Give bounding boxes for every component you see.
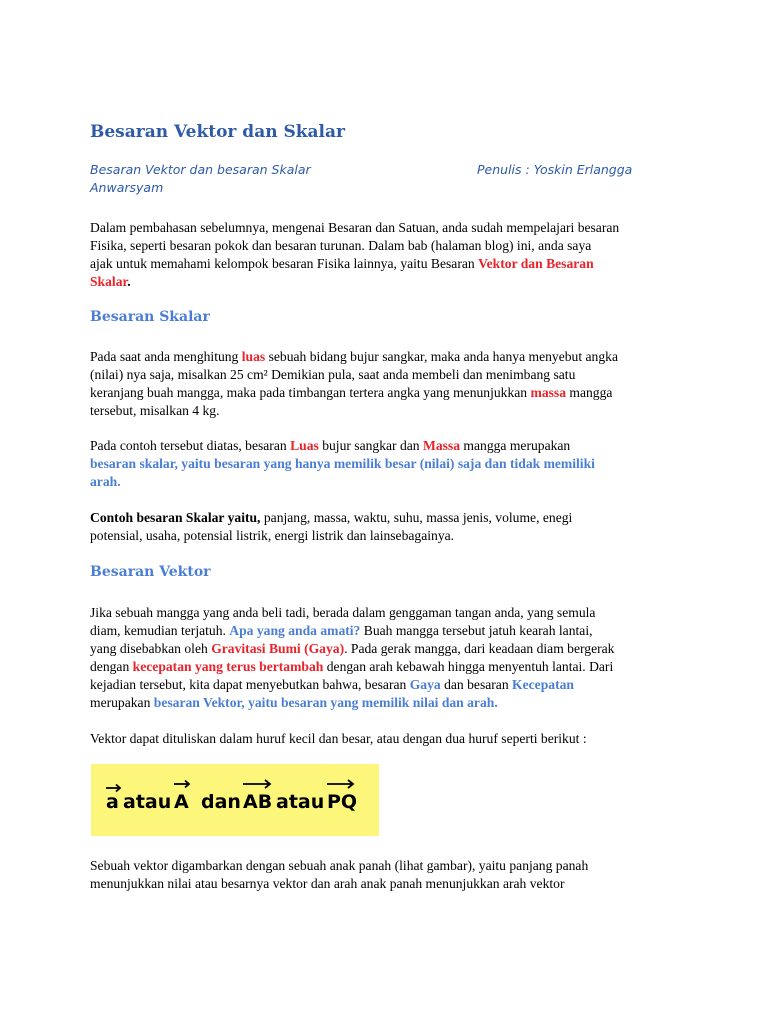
paragraph-line [90, 509, 678, 527]
paragraph-line: menunjukkan nilai atau besarnya vektor dan arah anak panah menunjukkan arah vektor [90, 876, 565, 891]
skalar-paragraph-2 [90, 437, 678, 491]
text: sebuah bidang bujur sangkar, maka anda hanya menyebut angka [265, 349, 618, 364]
word-dan: dan [201, 791, 241, 813]
paragraph-line: potensial, usaha, potensial listrik, energi listrik dan lainsebagainya. [90, 528, 455, 543]
text: dengan arah kebawah hingga menyentuh lantai. Dari [323, 659, 614, 674]
vector-arrows [106, 780, 353, 792]
vector-AB: AB [243, 791, 273, 813]
paragraph-line [90, 694, 678, 712]
paragraph-line [90, 348, 678, 366]
byline-subject: Besaran Vektor dan besaran Skalar [90, 162, 311, 177]
text: bujur sangkar dan [318, 438, 423, 453]
paragraph-line [90, 640, 678, 658]
emphasis-massa: Massa [423, 438, 461, 453]
vector-A: A [174, 791, 189, 813]
notation-intro: Vektor dapat dituliskan dalam huruf kecil dan besar, atau dengan dua huruf seperti berikut : [90, 731, 587, 746]
text: kejadian tersebut, kita dapat menyebutkan bahwa, besaran [90, 677, 410, 692]
heading-besaran-skalar: Besaran Skalar [90, 309, 210, 325]
paragraph-line: (nilai) nya saja, misalkan 25 cm² Demikian pula, saat anda membeli dan menimbang satu [90, 367, 576, 382]
emphasis-luas: luas [241, 349, 266, 364]
intro-period: . [127, 274, 131, 289]
emphasis-vektor-skalar: Vektor dan Besaran [478, 256, 594, 271]
skalar-examples-paragraph [90, 509, 678, 545]
word-atau: atau [276, 791, 325, 813]
text: mangga [566, 385, 613, 400]
vector-PQ: PQ [327, 791, 358, 813]
paragraph-line [90, 676, 678, 694]
emphasis-massa: massa [530, 385, 566, 400]
byline [90, 161, 680, 197]
text: panjang, massa, waktu, suhu, massa jenis, volume, enegi [260, 510, 573, 525]
text: Buah mangga tersebut jatuh kearah lantai, [360, 623, 593, 638]
intro-line [90, 255, 678, 273]
arrow-over-AB [243, 780, 270, 788]
intro-paragraph [90, 219, 678, 291]
byline-author-continued: Anwarsyam [90, 180, 164, 195]
heading-besaran-vektor: Besaran Vektor [90, 564, 211, 580]
emphasis-kecepatan-blue: Kecepatan [512, 677, 574, 692]
text: yang disebabkan oleh [90, 641, 212, 656]
paragraph-line [90, 384, 678, 402]
text: diam, kemudian terjatuh. [90, 623, 230, 638]
emphasis-kecepatan: kecepatan yang terus bertambah [132, 659, 324, 674]
closing-paragraph [90, 857, 678, 893]
text: dan besaran [440, 677, 513, 692]
vektor-paragraph-1 [90, 604, 678, 712]
definition-vektor: besaran Vektor, yaitu besaran yang memilik nilai dan arah. [153, 695, 498, 710]
paragraph-line [90, 437, 678, 455]
arrow-over-A [174, 781, 189, 788]
paragraph-line [90, 658, 678, 676]
document-title: Besaran Vektor dan Skalar [90, 122, 345, 142]
vector-notation-svg [91, 764, 379, 836]
emphasis-luas: Luas [290, 438, 319, 453]
intro-line: Dalam pembahasan sebelumnya, mengenai Besaran dan Satuan, anda sudah mempelajari besaran [90, 220, 620, 235]
paragraph-line: tersebut, misalkan 4 kg. [90, 403, 220, 418]
arrow-over-PQ [327, 780, 353, 788]
examples-label: Contoh besaran Skalar yaitu, [90, 510, 261, 525]
intro-line: Fisika, seperti besaran pokok dan besaran turunan. Dalam bab (halaman blog) ini, anda saya [90, 238, 592, 253]
vector-a: a [106, 791, 119, 813]
text: . Pada gerak mangga, dari keadaan diam bergerak [344, 641, 615, 656]
skalar-paragraph-1 [90, 348, 678, 420]
text: merupakan [90, 695, 154, 710]
definition-skalar: besaran skalar, yaitu besaran yang hanya memilik besar (nilai) saja dan tidak memiliki [90, 456, 595, 471]
emphasis-gravitasi: Gravitasi Bumi (Gaya) [211, 641, 345, 656]
intro-line [90, 273, 678, 291]
emphasis-gaya: Gaya [409, 677, 441, 692]
text: keranjang buah mangga, maka pada timbangan tertera angka yang menunjukkan [90, 385, 531, 400]
text: mangga merupakan [460, 438, 571, 453]
vector-notation-figure [91, 764, 379, 836]
text: Pada saat anda menghitung [90, 349, 242, 364]
paragraph-line [90, 622, 678, 640]
emphasis-skalar: Skalar [90, 274, 128, 289]
text: Pada contoh tersebut diatas, besaran [90, 438, 291, 453]
definition-skalar-end: arah. [90, 474, 121, 489]
question-highlight: Apa yang anda amati? [229, 623, 361, 638]
paragraph-line: Jika sebuah mangga yang anda beli tadi, berada dalam genggaman tangan anda, yang semula [90, 605, 596, 620]
intro-text: ajak untuk memahami kelompok besaran Fisika lainnya, yaitu Besaran [90, 256, 479, 271]
text: dengan [90, 659, 133, 674]
paragraph-line: Sebuah vektor digambarkan dengan sebuah anak panah (lihat gambar), yaitu panjang panah [90, 858, 589, 873]
byline-author: Penulis : Yoskin Erlangga [477, 162, 633, 177]
word-atau: atau [123, 791, 172, 813]
